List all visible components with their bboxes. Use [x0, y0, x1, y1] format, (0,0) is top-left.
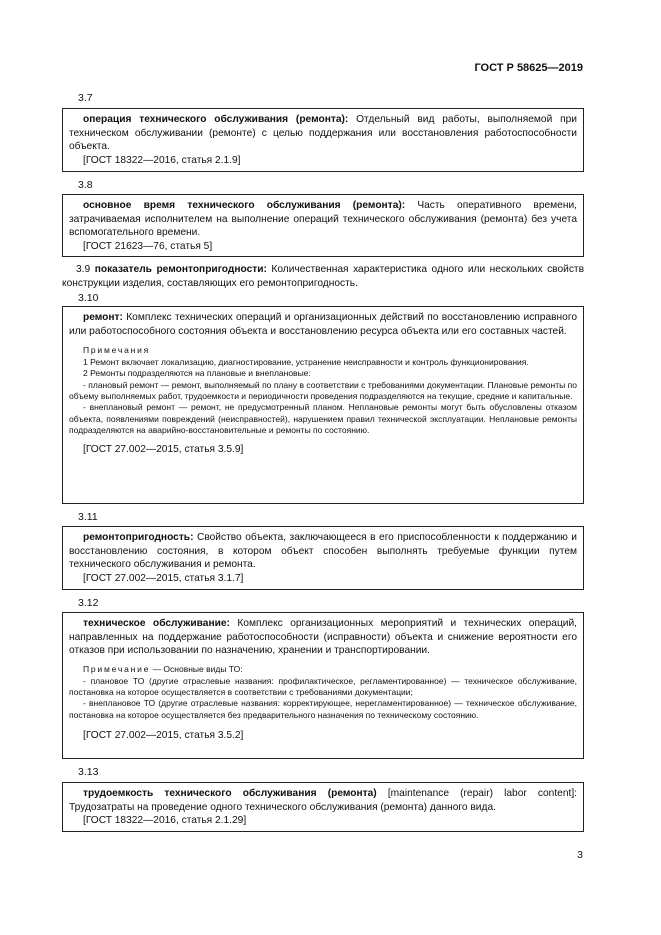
notes-block [69, 664, 577, 721]
notes-block [69, 345, 577, 436]
definition: Свойство объекта, заключающееся в его приспособленности к поддержанию и восстановлению состояния, в котором объект способен выполнять требуемые функции путем технического обслуживания и ремонта. [69, 532, 577, 571]
definition: Комплекс организационных мероприятий и технических операций, направленных на поддержание работоспособности (исправности) объекта и снижение вероятности его отказов при использовании по назначению, хранении и транспортировании. [69, 618, 578, 657]
definition-text [69, 531, 577, 572]
term: техническое обслуживание: [83, 618, 230, 629]
definition: Часть оперативного времени, затрачиваемая исполнителем на выполнение операций технического обслуживания (ремонта) без учета вспомогательного времени. [69, 200, 577, 239]
definition-text [69, 617, 577, 658]
definition-box-3-12 [62, 612, 584, 759]
source-reference: [ГОСТ 27.002—2015, статья 3.5.2] [83, 730, 244, 742]
definition-text [69, 199, 577, 240]
source-reference: [ГОСТ 21623—76, статья 5] [83, 241, 213, 253]
page-number: 3 [577, 849, 583, 861]
definition-box-3-13 [62, 782, 584, 832]
section-number-3-8: 3.8 [78, 179, 93, 191]
note-item: 1 Ремонт включает локализацию, диагностирование, устранение неисправности и контроль функционирования. [83, 356, 529, 367]
section-number-3-9: 3.9 [76, 264, 91, 275]
section-number-3-10: 3.10 [78, 292, 99, 304]
section-number-3-12: 3.12 [78, 597, 99, 609]
definition-text [69, 311, 577, 338]
definition-box-3-8 [62, 194, 584, 257]
note-item: 2 Ремонты подразделяются на плановые и внеплановые: [83, 368, 311, 379]
source-reference: [ГОСТ 27.002—2015, статья 3.1.7] [83, 573, 244, 585]
section-number-3-13: 3.13 [78, 766, 99, 778]
definition-box-3-10 [62, 306, 584, 504]
definition: : Трудозатраты на проведение одного технического обслуживания (ремонта) данного вида. [69, 788, 578, 813]
definition-box-3-11 [62, 526, 584, 590]
note-item: - внеплановое ТО (другие отраслевые названия: корректирующее, нерегламентированное) — техническое обслуживание, постановка на которое осуществляется без предварительного назначения по техническому состоянию. [69, 698, 577, 720]
note-heading: Примечания [83, 345, 151, 356]
section-number-3-11: 3.11 [78, 511, 98, 523]
term-english: [maintenance (repair) labor content] [376, 788, 575, 799]
note-item: - плановый ремонт — ремонт, выполняемый по плану в соответствии с требованиями документации. Плановые ремонты по объему выполняемых работ, трудоемкости и периодичности проведения подразделяются на текущие, средние и капитальные. [69, 379, 577, 402]
definition-text [69, 787, 577, 814]
note-item: - плановое ТО (другие отраслевые названия: профилактическое, регламентированное) — техническое обслуживание, постановка на которое осуществляется в соответствии с требованиями документации; [69, 675, 577, 697]
term: операция технического обслуживания (ремонта): [83, 114, 349, 125]
definition: Отдельный вид работы, выполняемой при техническом обслуживании (ремонте) с целью поддержания или восстановления работоспособности объекта. [69, 114, 577, 153]
definition-text [69, 113, 577, 154]
definition: Количественная характеристика одного или нескольких свойств конструкции изделия, составляющих его ремонтопригодность. [62, 264, 584, 289]
term: ремонт: [83, 312, 123, 323]
term: основное время технического обслуживания (ремонта): [83, 200, 406, 211]
source-reference: [ГОСТ 27.002—2015, статья 3.5.9] [83, 443, 244, 455]
definition-3-9 [62, 263, 584, 290]
source-reference: [ГОСТ 18322—2016, статья 2.1.29] [83, 815, 247, 827]
source-reference: [ГОСТ 18322—2016, статья 2.1.9] [83, 155, 241, 167]
section-number-3-7: 3.7 [78, 92, 93, 104]
definition: Комплекс технических операций и организационных действий по восстановлению исправного или работоспособного состояния объекта и восстановлению ресурса объекта или его составных частей. [69, 312, 577, 337]
note-item: - внеплановый ремонт — ремонт, не предусмотренный планом. Неплановые ремонты могут быть обусловлены отказом объекта, появлениями повреждений (неисправностей), нарушением правил технической эксплуатации. Неплановые ремонты подразделяются на аварийно-восстановительные и ремонты по состоянию. [69, 402, 577, 436]
document-id: ГОСТ Р 58625—2019 [474, 62, 583, 74]
term: трудоемкость технического обслуживания (ремонта) [83, 788, 377, 799]
term: показатель ремонтопригодности: [94, 264, 267, 275]
note-intro: — Основные виды ТО: [150, 664, 243, 675]
term: ремонтопригодность: [83, 532, 194, 543]
note-heading: Примечание [83, 664, 151, 675]
definition-box-3-7 [62, 108, 584, 172]
